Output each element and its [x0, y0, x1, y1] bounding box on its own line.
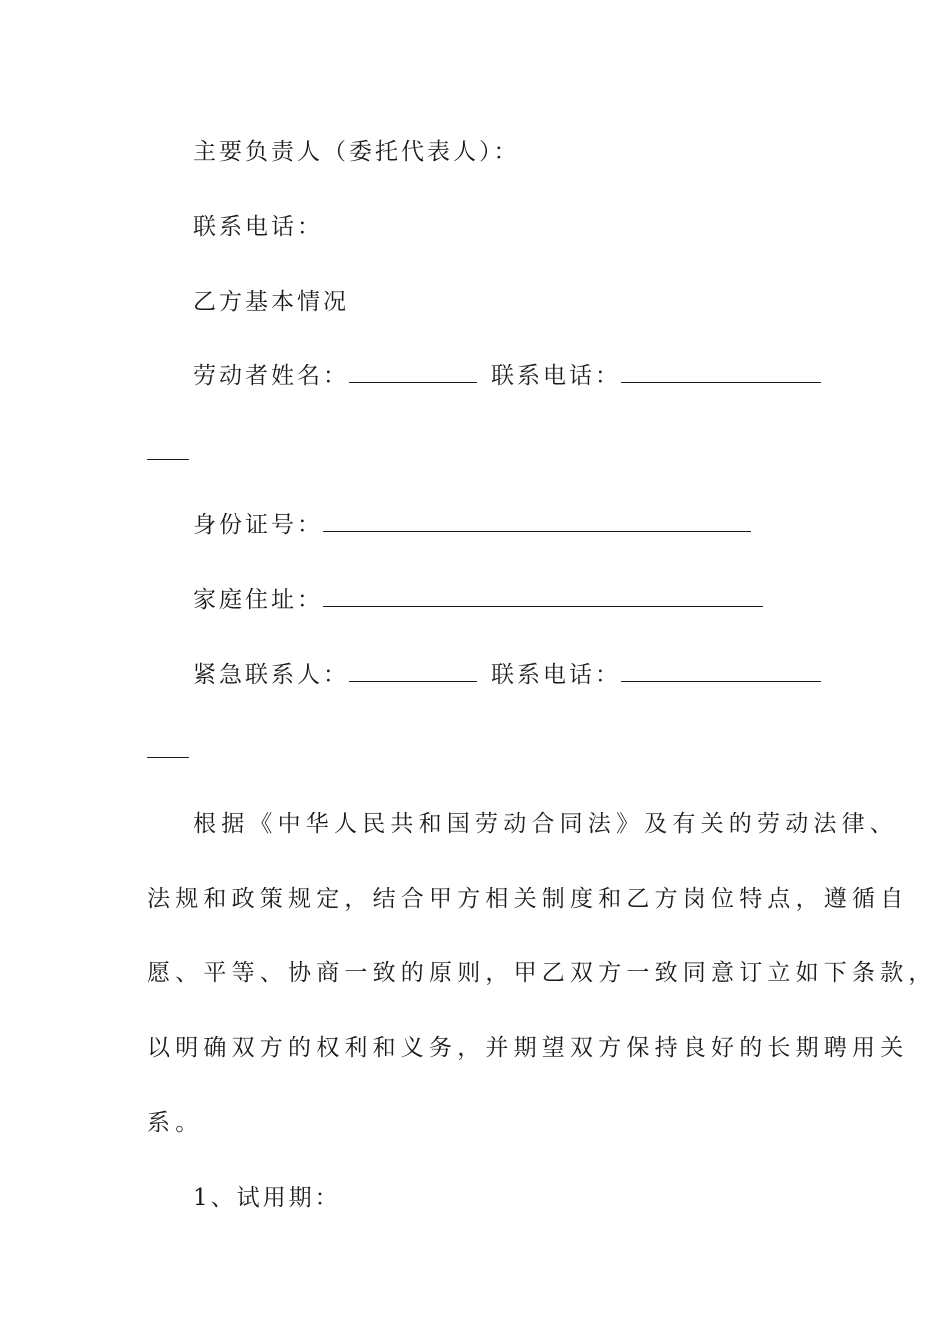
worker-phone-label: 联系电话： — [491, 363, 621, 389]
id-number-label: 身份证号： — [193, 512, 323, 538]
preamble-line-1: 根据《中华人民共和国劳动合同法》及有关的劳动法律、 — [193, 811, 898, 837]
worker-name-label: 劳动者姓名： — [193, 363, 349, 389]
worker-name-blank — [349, 364, 477, 383]
id-number-blank — [323, 513, 751, 532]
preamble-line-3: 愿、平等、协商一致的原则，甲乙双方一致同意订立如下条款， — [147, 960, 937, 986]
home-address-blank — [323, 588, 763, 607]
preamble-line-2: 法规和政策规定，结合甲方相关制度和乙方岗位特点，遵循自 — [147, 886, 909, 912]
worker-name-row — [193, 361, 810, 391]
emergency-contact-blank — [349, 663, 477, 682]
worker-phone-blank — [621, 364, 821, 383]
section-1-title: 1、试用期： — [193, 1185, 341, 1211]
emergency-phone-label: 联系电话： — [491, 662, 621, 688]
home-address-row — [193, 585, 810, 615]
party-a-phone-label: 联系电话： — [193, 214, 323, 240]
preamble-line-5: 系。 — [147, 1110, 204, 1136]
party-b-heading: 乙方基本情况 — [193, 289, 349, 315]
emergency-phone-blank-continuation — [147, 757, 189, 758]
id-number-row — [193, 510, 810, 540]
emergency-contact-label: 紧急联系人： — [193, 662, 349, 688]
emergency-contact-row — [193, 660, 810, 690]
home-address-label: 家庭住址： — [193, 587, 323, 613]
worker-phone-blank-continuation — [147, 459, 189, 460]
emergency-phone-blank — [621, 663, 821, 682]
responsible-person-label: 主要负责人（委托代表人）： — [193, 139, 520, 165]
preamble-line-4: 以明确双方的权利和义务，并期望双方保持良好的长期聘用关 — [147, 1035, 909, 1061]
